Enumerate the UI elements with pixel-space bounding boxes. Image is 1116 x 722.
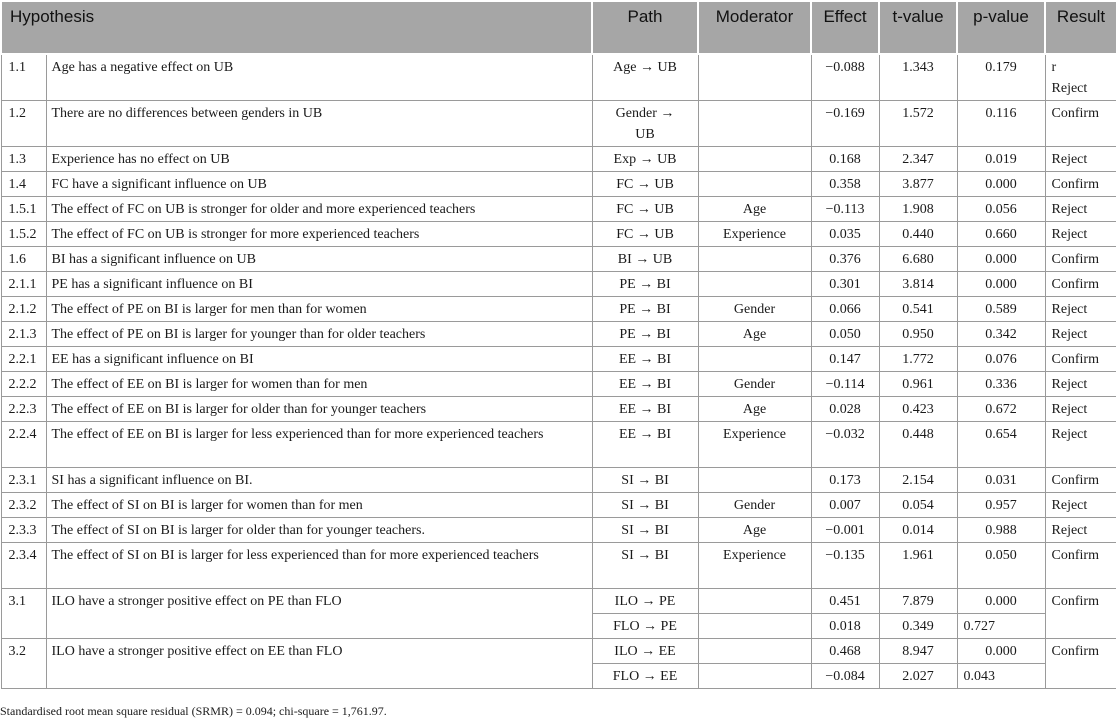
table-row <box>1 321 1116 346</box>
hypothesis-text: The effect of SI on BI is larger for older than for younger teachers. <box>46 517 592 542</box>
hypothesis-id: 1.5.2 <box>1 221 46 246</box>
table-row <box>1 517 1116 542</box>
t-value-cell: 0.423 <box>879 396 957 421</box>
hypothesis-text: ILO have a stronger positive effect on PE than FLO <box>46 588 592 638</box>
path-cell: SI → BI <box>592 467 698 492</box>
table-row <box>1 588 1116 613</box>
table-row <box>1 346 1116 371</box>
path-cell: Exp → UB <box>592 146 698 171</box>
t-value-cell: 6.680 <box>879 246 957 271</box>
moderator-cell: Gender <box>698 296 811 321</box>
path-cell: ILO → PE <box>592 588 698 613</box>
path-cell: FLO → PE <box>592 613 698 638</box>
hypothesis-text: The effect of EE on BI is larger for older than for younger teachers <box>46 396 592 421</box>
effect-cell: 0.358 <box>811 171 879 196</box>
moderator-cell <box>698 54 811 100</box>
hypothesis-text: The effect of EE on BI is larger for women than for men <box>46 371 592 396</box>
t-value-cell: 0.961 <box>879 371 957 396</box>
p-value-cell: 0.000 <box>957 638 1045 663</box>
path-cell: EE → BI <box>592 421 698 467</box>
result-cell: Reject <box>1045 492 1116 517</box>
effect-cell: 0.147 <box>811 346 879 371</box>
p-value-cell: 0.589 <box>957 296 1045 321</box>
table-row <box>1 467 1116 492</box>
hypothesis-text: PE has a significant influence on BI <box>46 271 592 296</box>
result-cell: Confirm <box>1045 100 1116 146</box>
p-value-cell: 0.000 <box>957 171 1045 196</box>
p-value-cell: 0.654 <box>957 421 1045 467</box>
hypothesis-id: 1.2 <box>1 100 46 146</box>
hypothesis-id: 1.6 <box>1 246 46 271</box>
effect-cell: 0.168 <box>811 146 879 171</box>
hypothesis-text: FC have a significant influence on UB <box>46 171 592 196</box>
hypothesis-id: 2.3.4 <box>1 542 46 588</box>
effect-cell: 0.028 <box>811 396 879 421</box>
moderator-cell <box>698 467 811 492</box>
effect-cell: 0.035 <box>811 221 879 246</box>
result-cell: Confirm <box>1045 588 1116 638</box>
header-p-value: p-value <box>957 1 1045 54</box>
table-row <box>1 196 1116 221</box>
hypothesis-id: 2.3.2 <box>1 492 46 517</box>
result-cell: Reject <box>1045 371 1116 396</box>
effect-cell: 0.468 <box>811 638 879 663</box>
effect-cell: 0.301 <box>811 271 879 296</box>
hypothesis-id: 1.3 <box>1 146 46 171</box>
p-value-cell: 0.019 <box>957 146 1045 171</box>
effect-cell: −0.088 <box>811 54 879 100</box>
p-value-cell: 0.660 <box>957 221 1045 246</box>
hypothesis-text: The effect of SI on BI is larger for less experienced than for more experienced teachers <box>46 542 592 588</box>
t-value-cell: 2.347 <box>879 146 957 171</box>
moderator-cell: Experience <box>698 221 811 246</box>
table-row <box>1 146 1116 171</box>
t-value-cell: 0.541 <box>879 296 957 321</box>
effect-cell: 0.050 <box>811 321 879 346</box>
hypothesis-id: 1.5.1 <box>1 196 46 221</box>
p-value-cell: 0.076 <box>957 346 1045 371</box>
table-row <box>1 54 1116 100</box>
hypothesis-id: 2.2.2 <box>1 371 46 396</box>
table-row <box>1 171 1116 196</box>
path-cell: PE → BI <box>592 321 698 346</box>
p-value-cell: 0.342 <box>957 321 1045 346</box>
moderator-cell <box>698 100 811 146</box>
p-value-cell: 0.957 <box>957 492 1045 517</box>
hypothesis-id: 2.1.3 <box>1 321 46 346</box>
moderator-cell <box>698 171 811 196</box>
p-value-cell: 0.000 <box>957 588 1045 613</box>
path-cell: Age → UB <box>592 54 698 100</box>
table-row <box>1 246 1116 271</box>
path-cell: FC → UB <box>592 171 698 196</box>
header-moderator: Moderator <box>698 1 811 54</box>
t-value-cell: 0.950 <box>879 321 957 346</box>
moderator-cell: Age <box>698 196 811 221</box>
table-row <box>1 542 1116 588</box>
p-value-cell: 0.050 <box>957 542 1045 588</box>
t-value-cell: 0.054 <box>879 492 957 517</box>
t-value-cell: 2.027 <box>879 663 957 688</box>
hypothesis-text: SI has a significant influence on BI. <box>46 467 592 492</box>
effect-cell: −0.114 <box>811 371 879 396</box>
table-row <box>1 271 1116 296</box>
moderator-cell: Experience <box>698 421 811 467</box>
moderator-cell <box>698 346 811 371</box>
t-value-cell: 3.814 <box>879 271 957 296</box>
result-cell: Reject <box>1045 421 1116 467</box>
effect-cell: −0.169 <box>811 100 879 146</box>
result-cell: Reject <box>1045 517 1116 542</box>
table-header-row <box>1 1 1116 54</box>
moderator-cell <box>698 613 811 638</box>
p-value-cell: 0.727 <box>957 613 1045 638</box>
moderator-cell <box>698 663 811 688</box>
p-value-cell: 0.056 <box>957 196 1045 221</box>
path-cell: FLO → EE <box>592 663 698 688</box>
table-row <box>1 221 1116 246</box>
t-value-cell: 1.343 <box>879 54 957 100</box>
effect-cell: 0.007 <box>811 492 879 517</box>
t-value-cell: 8.947 <box>879 638 957 663</box>
moderator-cell: Age <box>698 517 811 542</box>
effect-cell: −0.001 <box>811 517 879 542</box>
result-cell: Reject <box>1045 146 1116 171</box>
p-value-cell: 0.672 <box>957 396 1045 421</box>
moderator-cell: Age <box>698 321 811 346</box>
result-cell: Reject <box>1045 196 1116 221</box>
p-value-cell: 0.179 <box>957 54 1045 100</box>
result-cell: r Reject <box>1045 54 1116 100</box>
moderator-cell: Gender <box>698 492 811 517</box>
t-value-cell: 1.961 <box>879 542 957 588</box>
path-cell: SI → BI <box>592 492 698 517</box>
path-cell: EE → BI <box>592 371 698 396</box>
hypothesis-id: 2.2.3 <box>1 396 46 421</box>
effect-cell: −0.084 <box>811 663 879 688</box>
p-value-cell: 0.336 <box>957 371 1045 396</box>
table-row <box>1 396 1116 421</box>
moderator-cell <box>698 588 811 613</box>
path-cell: SI → BI <box>592 517 698 542</box>
t-value-cell: 1.572 <box>879 100 957 146</box>
table-row <box>1 421 1116 467</box>
hypothesis-text: Experience has no effect on UB <box>46 146 592 171</box>
hypothesis-text: The effect of SI on BI is larger for women than for men <box>46 492 592 517</box>
p-value-cell: 0.988 <box>957 517 1045 542</box>
result-cell: Reject <box>1045 221 1116 246</box>
t-value-cell: 1.772 <box>879 346 957 371</box>
result-cell: Confirm <box>1045 171 1116 196</box>
p-value-cell: 0.000 <box>957 271 1045 296</box>
hypothesis-id: 2.2.4 <box>1 421 46 467</box>
path-cell: Gender → UB <box>592 100 698 146</box>
hypothesis-text: There are no differences between genders in UB <box>46 100 592 146</box>
table-row <box>1 100 1116 146</box>
hypothesis-text: EE has a significant influence on BI <box>46 346 592 371</box>
t-value-cell: 0.014 <box>879 517 957 542</box>
effect-cell: 0.066 <box>811 296 879 321</box>
path-cell: ILO → EE <box>592 638 698 663</box>
header-result: Result <box>1045 1 1116 54</box>
header-hypothesis: Hypothesis <box>1 1 592 54</box>
hypothesis-text: The effect of PE on BI is larger for men than for women <box>46 296 592 321</box>
table-row <box>1 371 1116 396</box>
effect-cell: 0.451 <box>811 588 879 613</box>
moderator-cell: Gender <box>698 371 811 396</box>
path-cell: BI → UB <box>592 246 698 271</box>
hypothesis-text: The effect of EE on BI is larger for less experienced than for more experienced teachers <box>46 421 592 467</box>
hypothesis-id: 2.3.1 <box>1 467 46 492</box>
effect-cell: 0.376 <box>811 246 879 271</box>
header-effect: Effect <box>811 1 879 54</box>
p-value-cell: 0.116 <box>957 100 1045 146</box>
effect-cell: −0.135 <box>811 542 879 588</box>
effect-cell: −0.113 <box>811 196 879 221</box>
hypothesis-text: BI has a significant influence on UB <box>46 246 592 271</box>
table-row <box>1 492 1116 517</box>
table-row <box>1 638 1116 663</box>
result-cell: Reject <box>1045 296 1116 321</box>
hypothesis-text: The effect of PE on BI is larger for younger than for older teachers <box>46 321 592 346</box>
result-cell: Confirm <box>1045 638 1116 688</box>
hypothesis-id: 3.2 <box>1 638 46 688</box>
moderator-cell: Age <box>698 396 811 421</box>
t-value-cell: 7.879 <box>879 588 957 613</box>
table-footnote: Standardised root mean square residual (SRMR) = 0.094; chi-square = 1,761.97. <box>0 704 387 718</box>
hypothesis-text: Age has a negative effect on UB <box>46 54 592 100</box>
hypothesis-id: 3.1 <box>1 588 46 638</box>
result-cell: Confirm <box>1045 467 1116 492</box>
result-cell: Confirm <box>1045 542 1116 588</box>
t-value-cell: 0.440 <box>879 221 957 246</box>
hypothesis-id: 2.3.3 <box>1 517 46 542</box>
path-cell: SI → BI <box>592 542 698 588</box>
p-value-cell: 0.031 <box>957 467 1045 492</box>
t-value-cell: 3.877 <box>879 171 957 196</box>
hypothesis-id: 1.4 <box>1 171 46 196</box>
p-value-cell: 0.043 <box>957 663 1045 688</box>
path-cell: EE → BI <box>592 396 698 421</box>
header-t-value: t-value <box>879 1 957 54</box>
result-cell: Confirm <box>1045 346 1116 371</box>
p-value-cell: 0.000 <box>957 246 1045 271</box>
hypothesis-id: 2.1.2 <box>1 296 46 321</box>
hypothesis-text: The effect of FC on UB is stronger for more experienced teachers <box>46 221 592 246</box>
path-cell: FC → UB <box>592 196 698 221</box>
effect-cell: 0.018 <box>811 613 879 638</box>
result-cell: Reject <box>1045 396 1116 421</box>
hypothesis-id: 1.1 <box>1 54 46 100</box>
path-cell: PE → BI <box>592 271 698 296</box>
hypothesis-id: 2.1.1 <box>1 271 46 296</box>
hypothesis-id: 2.2.1 <box>1 346 46 371</box>
moderator-cell: Experience <box>698 542 811 588</box>
hypothesis-text: The effect of FC on UB is stronger for older and more experienced teachers <box>46 196 592 221</box>
result-cell: Confirm <box>1045 271 1116 296</box>
header-path: Path <box>592 1 698 54</box>
hypothesis-text: ILO have a stronger positive effect on EE than FLO <box>46 638 592 688</box>
moderator-cell <box>698 246 811 271</box>
path-cell: EE → BI <box>592 346 698 371</box>
t-value-cell: 1.908 <box>879 196 957 221</box>
path-cell: FC → UB <box>592 221 698 246</box>
table-row <box>1 296 1116 321</box>
result-cell: Reject <box>1045 321 1116 346</box>
t-value-cell: 0.448 <box>879 421 957 467</box>
effect-cell: 0.173 <box>811 467 879 492</box>
path-cell: PE → BI <box>592 296 698 321</box>
effect-cell: −0.032 <box>811 421 879 467</box>
t-value-cell: 2.154 <box>879 467 957 492</box>
moderator-cell <box>698 271 811 296</box>
moderator-cell <box>698 638 811 663</box>
moderator-cell <box>698 146 811 171</box>
t-value-cell: 0.349 <box>879 613 957 638</box>
result-cell: Confirm <box>1045 246 1116 271</box>
